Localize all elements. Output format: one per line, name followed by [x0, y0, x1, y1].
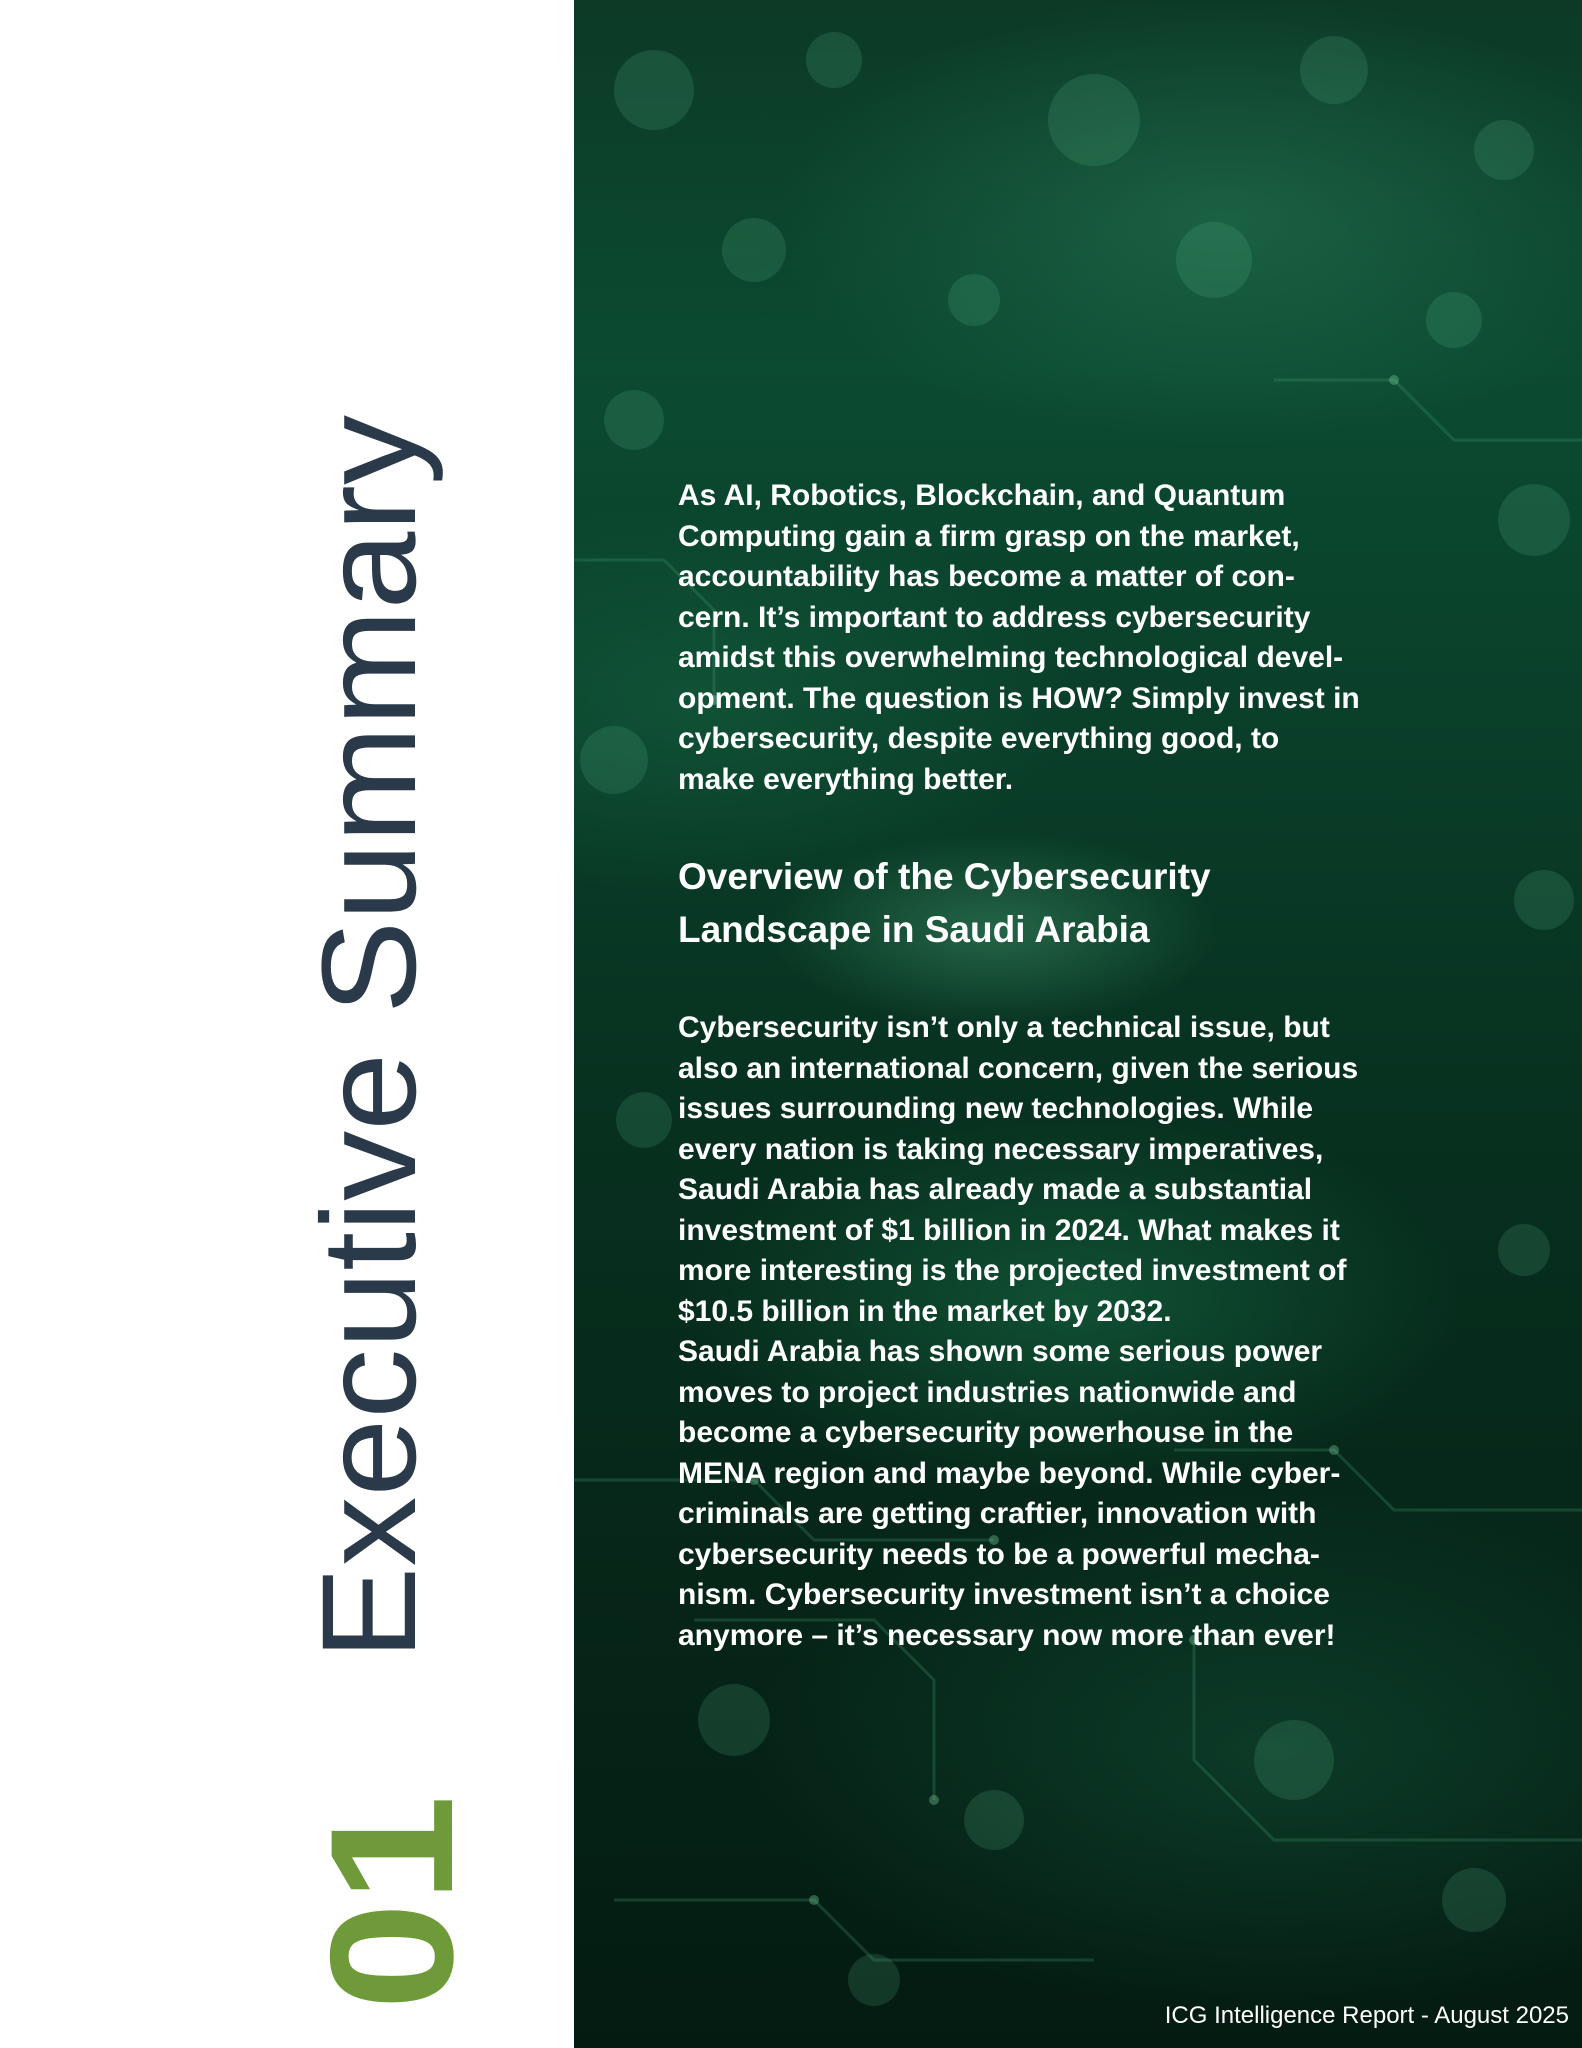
overview-paragraph-2: Saudi Arabia has shown some serious power moves to project industries nationwide and become a cybersecurity powerhouse in the MENA region and maybe beyond. While cyber- criminals are getting craftier, innovation with cybersecurity needs to be a powerful mecha- nism. Cybersecurity investment isn’t a choice anymore – it’s necessary now more than ever! [678, 1335, 1341, 1652]
circuit-background-panel [574, 0, 1582, 2048]
overview-heading: Overview of the Cybersecurity Landscape in Saudi Arabia [678, 856, 1211, 950]
vertical-section-title [0, 0, 574, 2048]
left-panel [0, 0, 574, 2048]
section-number: 01 [295, 1815, 490, 2010]
section-title: Executive Summary [295, 468, 444, 1660]
content-column [678, 476, 1478, 1656]
overview-paragraph-1: Cybersecurity isn’t only a technical issue, but also an international concern, given the serious issues surrounding new technologies. While every nation is taking necessary imperatives, Saudi Arabia has already made a substantial investment of $1 billion in 2024. What makes it more interesting is the projected investment of $10.5 billion in the market by 2032. [678, 1011, 1359, 1328]
report-footer: ICG Intelligence Report - August 2025 [1164, 2002, 1569, 2029]
intro-paragraph: As AI, Robotics, Blockchain, and Quantum Computing gain a firm grasp on the market, accountability has become a matter of con- cern. It’s important to address cybersecurity amidst this overwhelming technological devel- opment. The question is HOW? Simply invest in cybersecurity, despite everything good, to make everything better. [678, 479, 1360, 796]
